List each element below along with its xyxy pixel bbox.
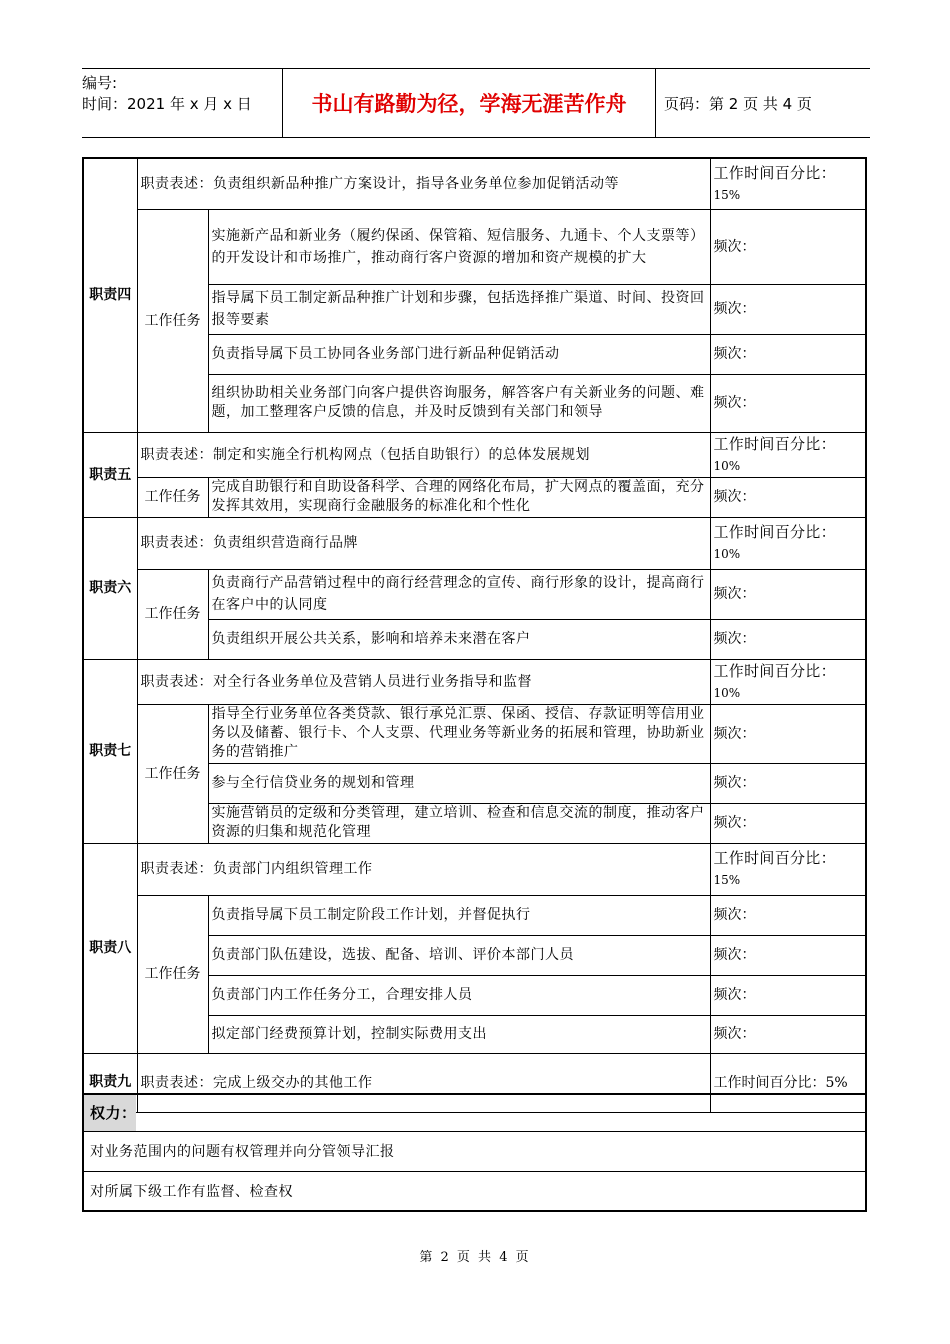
time-percentage: 工作时间百分比：5% <box>710 1053 866 1112</box>
page-footer: 第 2 页 共 4 页 <box>419 1250 531 1265</box>
frequency-label: 频次： <box>710 209 866 284</box>
duties-table <box>82 157 867 1113</box>
code-label: 编号: <box>82 74 118 92</box>
power-title: 权力： <box>83 1094 866 1131</box>
header-meta <box>82 69 282 141</box>
power-item: 对业务范围内的问题有权管理并向分管领导汇报 <box>83 1131 866 1171</box>
duty-label: 职责七 <box>83 659 137 843</box>
frequency-label: 频次： <box>710 1015 866 1053</box>
task-row <box>83 477 866 517</box>
frequency-label: 频次： <box>710 935 866 975</box>
task-row <box>83 569 866 619</box>
duty-row <box>83 659 866 704</box>
duty-description: 职责表述：完成上级交办的其他工作 <box>137 1053 710 1112</box>
frequency-label: 频次： <box>710 374 866 432</box>
frequency-label: 频次： <box>710 477 866 517</box>
time-label: 时间：2021 年 x 月 x 日 <box>82 95 252 113</box>
task-text: 实施营销员的定级和分类管理，建立培训、检查和信息交流的制度，推动客户资源的归集和规范化管理 <box>208 803 710 843</box>
duty-row <box>83 158 866 209</box>
time-percentage: 工作时间百分比： 15% <box>710 158 866 209</box>
task-text: 负责指导属下员工制定阶段工作计划，并督促执行 <box>208 895 710 935</box>
page-number-label: 页码：第 2 页 共 4 页 <box>664 94 812 113</box>
duty-label: 职责八 <box>83 843 137 1053</box>
time-percentage: 工作时间百分比： 10% <box>710 432 866 477</box>
power-item: 对所属下级工作有监督、检查权 <box>83 1171 866 1211</box>
task-text: 拟定部门经费预算计划，控制实际费用支出 <box>208 1015 710 1053</box>
task-row <box>83 209 866 284</box>
duty-row <box>83 843 866 895</box>
frequency-label: 频次： <box>710 569 866 619</box>
duty-description: 职责表述：负责组织营造商行品牌 <box>137 517 710 569</box>
duty-description: 职责表述：对全行各业务单位及营销人员进行业务指导和监督 <box>137 659 710 704</box>
frequency-label: 频次： <box>710 704 866 763</box>
duty-label: 职责六 <box>83 517 137 659</box>
duty-description: 职责表述：制定和实施全行机构网点（包括自助银行）的总体发展规划 <box>137 432 710 477</box>
duty-description: 职责表述：负责部门内组织管理工作 <box>137 843 710 895</box>
duty-row <box>83 517 866 569</box>
frequency-label: 频次： <box>710 895 866 935</box>
time-percentage: 工作时间百分比： 10% <box>710 659 866 704</box>
time-percentage: 工作时间百分比： 10% <box>710 517 866 569</box>
task-text: 负责商行产品营销过程中的商行经营理念的宣传、商行形象的设计，提高商行在客户中的认同度 <box>208 569 710 619</box>
task-text: 指导全行业务单位各类贷款、银行承兑汇票、保函、授信、存款证明等信用业务以及储蓄、银行卡、个人支票、代理业务等新业务的拓展和管理，协助新业务的营销推广 <box>208 704 710 763</box>
task-text: 负责部门队伍建设，选拔、配备、培训、评价本部门人员 <box>208 935 710 975</box>
frequency-label: 频次： <box>710 803 866 843</box>
header-motto: 书山有路勤为径，学海无涯苦作舟 <box>311 92 627 116</box>
duty-description: 职责表述：负责组织新品种推广方案设计，指导各业务单位参加促销活动等 <box>137 158 710 209</box>
page-header <box>82 68 870 138</box>
frequency-label: 频次： <box>710 975 866 1015</box>
power-table <box>82 1093 867 1212</box>
task-text: 负责组织开展公共关系，影响和培养未来潜在客户 <box>208 619 710 659</box>
task-text: 完成自助银行和自助设备科学、合理的网络化布局，扩大网点的覆盖面，充分发挥其效用，实现商行金融服务的标准化和个性化 <box>208 477 710 517</box>
task-text: 参与全行信贷业务的规划和管理 <box>208 763 710 803</box>
task-label: 工作任务 <box>137 209 208 432</box>
task-text: 指导属下员工制定新品种推广计划和步骤，包括选择推广渠道、时间、投资回报等要素 <box>208 284 710 334</box>
frequency-label: 频次： <box>710 284 866 334</box>
task-label: 工作任务 <box>137 895 208 1053</box>
task-text: 实施新产品和新业务（履约保函、保管箱、短信服务、九通卡、个人支票等）的开发设计和市场推广，推动商行客户资源的增加和资产规模的扩大 <box>208 209 710 284</box>
duty-row <box>83 432 866 477</box>
task-label: 工作任务 <box>137 569 208 659</box>
task-label: 工作任务 <box>137 704 208 843</box>
task-row <box>83 895 866 935</box>
duty-label: 职责四 <box>83 158 137 432</box>
task-label: 工作任务 <box>137 477 208 517</box>
time-percentage: 工作时间百分比： 15% <box>710 843 866 895</box>
duty-label: 职责九 <box>83 1053 137 1112</box>
duty-label: 职责五 <box>83 432 137 517</box>
task-text: 负责指导属下员工协同各业务部门进行新品种促销活动 <box>208 334 710 374</box>
frequency-label: 频次： <box>710 763 866 803</box>
frequency-label: 频次： <box>710 619 866 659</box>
task-text: 组织协助相关业务部门向客户提供咨询服务，解答客户有关新业务的问题、难题，加工整理客户反馈的信息，并及时反馈到有关部门和领导 <box>208 374 710 432</box>
task-row <box>83 704 866 763</box>
task-text: 负责部门内工作任务分工，合理安排人员 <box>208 975 710 1015</box>
frequency-label: 频次： <box>710 334 866 374</box>
